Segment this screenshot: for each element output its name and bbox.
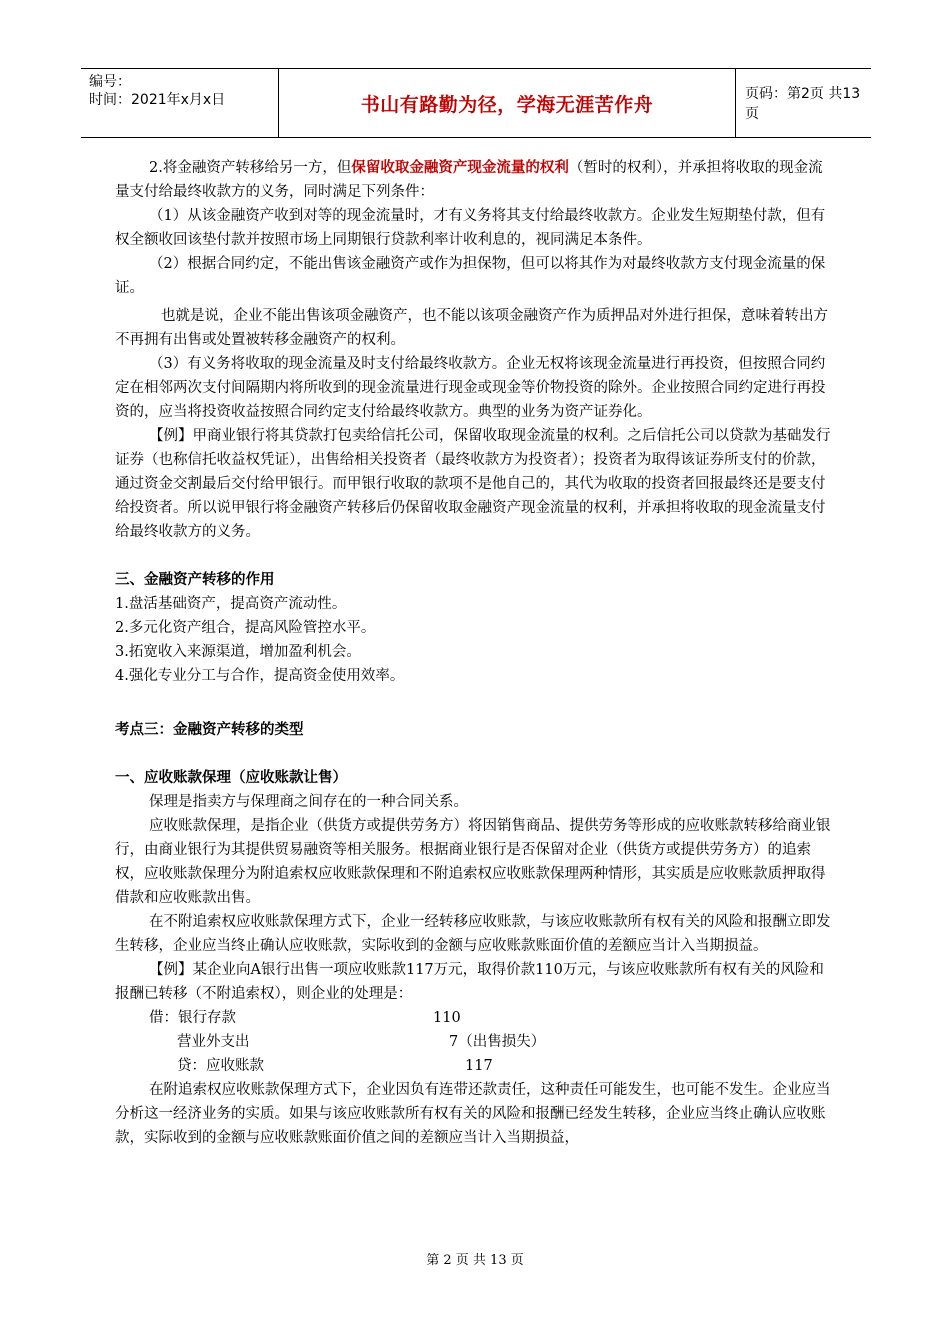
- header-motto: 书山有路勤为径，学海无涯苦作舟: [279, 69, 736, 137]
- text-span: 2.将金融资产转移给另一方，但: [149, 160, 352, 176]
- paragraph-condition-2: [115, 156, 837, 204]
- time-label: 时间：2021年x月x日: [89, 92, 226, 108]
- paragraph: 在附追索权应收账款保理方式下，企业因负有连带还款责任，这种责任可能发生，也可能不发生。企业应当分析这一经济业务的实质。如果与该应收账款所有权有关的风险和报酬已经发生转移，企业应当终止确认应收账款，实际收到的金额与应收账款账面价值之间的差额应当计入当期损益，: [115, 1082, 831, 1146]
- journal-credit-row: [115, 1054, 837, 1078]
- document-body: [115, 156, 837, 1150]
- journal-debit2-amount: 7（出售损失）: [449, 1034, 546, 1050]
- code-label: 编号：: [89, 74, 131, 90]
- header-page-info: 页码：第2页 共13页: [745, 86, 861, 122]
- paragraph: 保理是指卖方与保理商之间存在的一种合同关系。: [149, 794, 468, 810]
- example-paragraph: 【例】甲商业银行将其贷款打包卖给信托公司，保留收取现金流量的权利。之后信托公司以贷款为基础发行证券（也称信托收益权凭证），出售给相关投资者（最终收款方为投资者）；投资者为取得该证券所支付的价款，通过资金交割最后交付给甲银行。而甲银行收取的款项不是他自己的，其代为收取的投资者回报最终还是要支付给投资者。所以说甲银行将金融资产转移后仍保留收取金融资产现金流量的权利，并承担将收取的现金流量支付给最终收款方的义务。: [115, 428, 831, 540]
- paragraph: （2）根据合同约定，不能出售该金融资产或作为担保物，但可以将其作为对最终收款方支付现金流量的保证。: [115, 256, 826, 296]
- journal-debit-row: [115, 1006, 837, 1030]
- page-footer: 第 2 页 共 13 页: [426, 1253, 524, 1268]
- paragraph: （1）从该金融资产收到对等的现金流量时，才有义务将其支付给最终收款方。企业发生短期垫付款，但有权全额收回该垫付款并按照市场上同期银行贷款利率计收利息的，视同满足本条件。: [115, 208, 826, 248]
- journal-debit-amount: 110: [433, 1010, 461, 1026]
- journal-debit-label: 借：银行存款: [149, 1010, 236, 1026]
- paragraph: 也就是说，企业不能出售该项金融资产，也不能以该项金融资产作为质押品对外进行担保，意味着转出方不再拥有出售或处置被转移金融资产的权利。: [115, 308, 828, 348]
- journal-debit2-row: [115, 1030, 837, 1054]
- journal-credit-amount: 117: [465, 1058, 493, 1074]
- text-span: （暂时的权利），并承担将收取的现金流量支付给最终收款方的义务，同时满足下列条件：: [115, 160, 823, 200]
- paragraph: （3）有义务将收取的现金流量及时支付给最终收款方。企业无权将该现金流量进行再投资，但按照合同约定在相邻两次支付间隔期内将所收到的现金流量进行现金或现金等价物投资的除外。企业按照合同约定进行再投资的，应当将投资收益按照合同约定支付给最终收款方。典型的业务为资产证券化。: [115, 356, 826, 420]
- list-item: 1.盘活基础资产，提高资产流动性。: [115, 596, 347, 612]
- list-item: 3.拓宽收入来源渠道，增加盈利机会。: [115, 644, 361, 660]
- document-header: [81, 68, 871, 138]
- paragraph: 在不附追索权应收账款保理方式下，企业一经转移应收账款，与该应收账款所有权有关的风险和报酬立即发生转移，企业应当终止确认应收账款，实际收到的金额与应收账款账面价值的差额应当计入当期损益。: [115, 914, 831, 954]
- example-paragraph: 【例】某企业向A银行出售一项应收账款117万元，取得价款110万元，与该应收账款所有权有关的风险和报酬已转移（不附追索权），则企业的处理是：: [115, 962, 824, 1002]
- header-meta-cell: [81, 69, 279, 137]
- list-item: 4.强化专业分工与合作，提高资金使用效率。: [115, 668, 405, 684]
- section-title: 三、金融资产转移的作用: [115, 571, 275, 588]
- paragraph: 应收账款保理，是指企业（供货方或提供劳务方）将因销售商品、提供劳务等形成的应收账款转移给商业银行，由商业银行为其提供贸易融资等相关服务。根据商业银行是否保留对企业（供货方或提供劳务方）的追索权，应收账款保理分为附追索权应收账款保理和不附追索权应收账款保理两种情形，其实质是应收账款质押取得借款和应收账款出售。: [115, 818, 831, 906]
- highlight-text: 保留收取金融资产现金流量的权利: [351, 159, 569, 176]
- journal-debit2-label: 营业外支出: [177, 1034, 250, 1050]
- journal-credit-label: 贷：应收账款: [177, 1058, 264, 1074]
- section-title: 一、应收账款保理（应收账款让售）: [115, 769, 347, 786]
- kaodian-title: 考点三：金融资产转移的类型: [115, 721, 304, 738]
- list-item: 2.多元化资产组合，提高风险管控水平。: [115, 620, 376, 636]
